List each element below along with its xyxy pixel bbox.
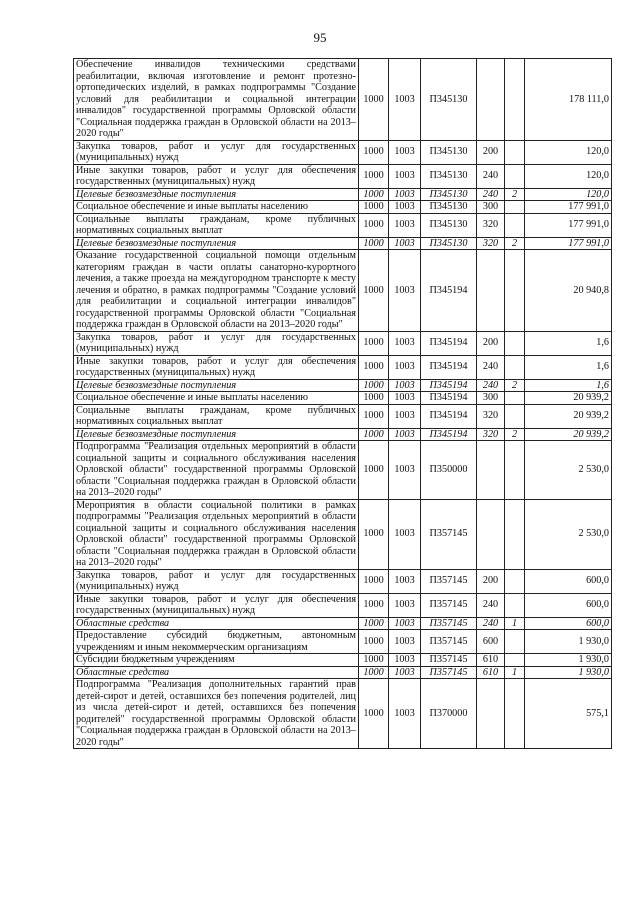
table-row [74, 59, 612, 141]
table-row [74, 630, 612, 654]
expense-type-code [477, 499, 505, 569]
expense-type-code: 300 [477, 392, 505, 405]
subsection-code: 1003 [389, 140, 421, 164]
funding-source-code: 2 [505, 428, 525, 441]
table-row [74, 617, 612, 630]
row-name: Мероприятия в области социальной политики в рамках подпрограммы "Реализация отдельных мероприятий в области социальной защиты и социального обслуживания населения Орловской области" государственной программы Орловской области "Социальная поддержка граждан в Орловской области на 2013–2020 годы" [74, 499, 359, 569]
expense-type-code: 200 [477, 140, 505, 164]
subsection-code: 1003 [389, 654, 421, 667]
section-code: 1000 [359, 499, 389, 569]
row-name: Предоставление субсидий бюджетным, автономным учреждениям и иным некоммерческим организациям [74, 630, 359, 654]
row-name: Субсидии бюджетным учреждениям [74, 654, 359, 667]
target-article-code: П357145 [421, 654, 477, 667]
funding-source-code: 2 [505, 188, 525, 201]
funding-source-code [505, 213, 525, 237]
funding-source-code [505, 404, 525, 428]
section-code: 1000 [359, 188, 389, 201]
subsection-code: 1003 [389, 441, 421, 500]
subsection-code: 1003 [389, 428, 421, 441]
target-article-code: П345194 [421, 331, 477, 355]
row-name: Подпрограмма "Реализация дополнительных гарантий прав детей-сирот и детей, оставшихся без попечения родителей, лиц из числа детей-сирот и детей, оставшихся без попечения родителей" государственной программы Орловской области "Социальная поддержка граждан в Орловской области на 2013–2020 годы" [74, 679, 359, 749]
subsection-code: 1003 [389, 617, 421, 630]
section-code: 1000 [359, 404, 389, 428]
section-code: 1000 [359, 630, 389, 654]
subsection-code: 1003 [389, 331, 421, 355]
section-code: 1000 [359, 59, 389, 141]
amount: 177 991,0 [525, 237, 612, 250]
subsection-code: 1003 [389, 392, 421, 405]
subsection-code: 1003 [389, 59, 421, 141]
funding-source-code [505, 201, 525, 214]
target-article-code: П345130 [421, 237, 477, 250]
amount: 2 530,0 [525, 499, 612, 569]
amount: 177 991,0 [525, 201, 612, 214]
expense-type-code: 320 [477, 213, 505, 237]
expense-type-code: 240 [477, 355, 505, 379]
subsection-code: 1003 [389, 237, 421, 250]
amount: 120,0 [525, 164, 612, 188]
table-row [74, 666, 612, 679]
table-row [74, 164, 612, 188]
funding-source-code [505, 140, 525, 164]
funding-source-code [505, 164, 525, 188]
table-row [74, 331, 612, 355]
section-code: 1000 [359, 441, 389, 500]
table-row [74, 237, 612, 250]
table-row [74, 392, 612, 405]
section-code: 1000 [359, 569, 389, 593]
expense-type-code: 600 [477, 630, 505, 654]
amount: 20 939,2 [525, 404, 612, 428]
row-name: Целевые безвозмездные поступления [74, 237, 359, 250]
section-code: 1000 [359, 201, 389, 214]
funding-source-code [505, 679, 525, 749]
row-name: Иные закупки товаров, работ и услуг для обеспечения государственных (муниципальных) нужд [74, 355, 359, 379]
table-row [74, 188, 612, 201]
expense-type-code: 320 [477, 428, 505, 441]
row-name: Целевые безвозмездные поступления [74, 188, 359, 201]
target-article-code: П345130 [421, 140, 477, 164]
amount: 178 111,0 [525, 59, 612, 141]
expense-type-code: 240 [477, 164, 505, 188]
expense-type-code [477, 441, 505, 500]
target-article-code: П345130 [421, 164, 477, 188]
amount: 1,6 [525, 355, 612, 379]
section-code: 1000 [359, 331, 389, 355]
row-name: Социальные выплаты гражданам, кроме публичных нормативных социальных выплат [74, 404, 359, 428]
funding-source-code [505, 654, 525, 667]
table-row [74, 679, 612, 749]
funding-source-code: 2 [505, 237, 525, 250]
target-article-code: П370000 [421, 679, 477, 749]
row-name: Оказание государственной социальной помощи отдельным категориям граждан в части оплаты санаторно-курортного лечения, а также проезда на междугородном транспорте к месту лечения и обратно, в рамках подпрограммы "Создание условий для реабилитации и социальной интеграции инвалидов" государственной программы Орловской области "Социальная поддержка граждан в Орловской области на 2013–2020 годы" [74, 250, 359, 332]
subsection-code: 1003 [389, 250, 421, 332]
funding-source-code: 1 [505, 617, 525, 630]
row-name: Обеспечение инвалидов техническими средствами реабилитации, включая изготовление и ремонт протезно-ортопедических изделий, в рамках подпрограммы "Создание условий для реабилитации и социальной интеграции инвалидов" государственной программы Орловской области "Социальная поддержка граждан в Орловской области на 2013–2020 годы" [74, 59, 359, 141]
budget-table [73, 58, 612, 749]
subsection-code: 1003 [389, 666, 421, 679]
subsection-code: 1003 [389, 164, 421, 188]
expense-type-code: 320 [477, 237, 505, 250]
section-code: 1000 [359, 392, 389, 405]
funding-source-code [505, 630, 525, 654]
section-code: 1000 [359, 593, 389, 617]
expense-type-code: 240 [477, 593, 505, 617]
table-row [74, 140, 612, 164]
page-number: 95 [313, 30, 327, 45]
subsection-code: 1003 [389, 679, 421, 749]
row-name: Закупка товаров, работ и услуг для государственных (муниципальных) нужд [74, 331, 359, 355]
section-code: 1000 [359, 428, 389, 441]
table-row [74, 654, 612, 667]
target-article-code: П357145 [421, 666, 477, 679]
amount: 177 991,0 [525, 213, 612, 237]
expense-type-code: 240 [477, 188, 505, 201]
row-name: Закупка товаров, работ и услуг для государственных (муниципальных) нужд [74, 140, 359, 164]
target-article-code: П357145 [421, 569, 477, 593]
section-code: 1000 [359, 654, 389, 667]
amount: 1,6 [525, 379, 612, 392]
table-row [74, 593, 612, 617]
amount: 600,0 [525, 617, 612, 630]
table-row [74, 441, 612, 500]
row-name: Закупка товаров, работ и услуг для государственных (муниципальных) нужд [74, 569, 359, 593]
amount: 20 939,2 [525, 428, 612, 441]
section-code: 1000 [359, 379, 389, 392]
target-article-code: П345130 [421, 213, 477, 237]
subsection-code: 1003 [389, 201, 421, 214]
expense-type-code [477, 250, 505, 332]
amount: 600,0 [525, 593, 612, 617]
subsection-code: 1003 [389, 355, 421, 379]
target-article-code: П345130 [421, 188, 477, 201]
expense-type-code: 240 [477, 379, 505, 392]
amount: 20 940,8 [525, 250, 612, 332]
table-row [74, 379, 612, 392]
row-name: Областные средства [74, 666, 359, 679]
table-row [74, 404, 612, 428]
amount: 1,6 [525, 331, 612, 355]
funding-source-code: 2 [505, 379, 525, 392]
row-name: Целевые безвозмездные поступления [74, 379, 359, 392]
amount: 20 939,2 [525, 392, 612, 405]
amount: 575,1 [525, 679, 612, 749]
table-row [74, 250, 612, 332]
section-code: 1000 [359, 213, 389, 237]
funding-source-code [505, 569, 525, 593]
subsection-code: 1003 [389, 569, 421, 593]
budget-table-body [74, 59, 612, 749]
table-row [74, 201, 612, 214]
row-name: Подпрограмма "Реализация отдельных мероприятий в области социальной защиты и социального обслуживания населения Орловской области" государственной программы Орловской области "Социальная поддержка граждан в Орловской области на 2013–2020 годы" [74, 441, 359, 500]
expense-type-code: 300 [477, 201, 505, 214]
funding-source-code [505, 355, 525, 379]
section-code: 1000 [359, 250, 389, 332]
target-article-code: П345194 [421, 428, 477, 441]
funding-source-code [505, 441, 525, 500]
expense-type-code: 240 [477, 617, 505, 630]
section-code: 1000 [359, 140, 389, 164]
target-article-code: П357145 [421, 617, 477, 630]
funding-source-code [505, 499, 525, 569]
target-article-code: П345194 [421, 404, 477, 428]
table-row [74, 428, 612, 441]
amount: 1 930,0 [525, 630, 612, 654]
subsection-code: 1003 [389, 188, 421, 201]
row-name: Иные закупки товаров, работ и услуг для обеспечения государственных (муниципальных) нужд [74, 593, 359, 617]
amount: 1 930,0 [525, 654, 612, 667]
funding-source-code [505, 59, 525, 141]
table-row [74, 569, 612, 593]
row-name: Областные средства [74, 617, 359, 630]
table-row [74, 499, 612, 569]
target-article-code: П345194 [421, 379, 477, 392]
amount: 600,0 [525, 569, 612, 593]
target-article-code: П350000 [421, 441, 477, 500]
amount: 120,0 [525, 188, 612, 201]
subsection-code: 1003 [389, 630, 421, 654]
expense-type-code [477, 679, 505, 749]
section-code: 1000 [359, 355, 389, 379]
section-code: 1000 [359, 164, 389, 188]
expense-type-code: 200 [477, 569, 505, 593]
row-name: Иные закупки товаров, работ и услуг для обеспечения государственных (муниципальных) нужд [74, 164, 359, 188]
target-article-code: П357145 [421, 630, 477, 654]
target-article-code: П357145 [421, 499, 477, 569]
subsection-code: 1003 [389, 499, 421, 569]
amount: 120,0 [525, 140, 612, 164]
expense-type-code: 200 [477, 331, 505, 355]
section-code: 1000 [359, 617, 389, 630]
target-article-code: П345194 [421, 392, 477, 405]
row-name: Целевые безвозмездные поступления [74, 428, 359, 441]
expense-type-code [477, 59, 505, 141]
row-name: Социальное обеспечение и иные выплаты населению [74, 392, 359, 405]
row-name: Социальное обеспечение и иные выплаты населению [74, 201, 359, 214]
row-name: Социальные выплаты гражданам, кроме публичных нормативных социальных выплат [74, 213, 359, 237]
target-article-code: П357145 [421, 593, 477, 617]
target-article-code: П345130 [421, 59, 477, 141]
expense-type-code: 610 [477, 666, 505, 679]
target-article-code: П345130 [421, 201, 477, 214]
expense-type-code: 610 [477, 654, 505, 667]
section-code: 1000 [359, 679, 389, 749]
table-row [74, 213, 612, 237]
funding-source-code [505, 593, 525, 617]
table-row [74, 355, 612, 379]
target-article-code: П345194 [421, 250, 477, 332]
amount: 2 530,0 [525, 441, 612, 500]
expense-type-code: 320 [477, 404, 505, 428]
section-code: 1000 [359, 666, 389, 679]
target-article-code: П345194 [421, 355, 477, 379]
subsection-code: 1003 [389, 213, 421, 237]
subsection-code: 1003 [389, 593, 421, 617]
amount: 1 930,0 [525, 666, 612, 679]
funding-source-code [505, 250, 525, 332]
funding-source-code [505, 392, 525, 405]
section-code: 1000 [359, 237, 389, 250]
funding-source-code: 1 [505, 666, 525, 679]
subsection-code: 1003 [389, 379, 421, 392]
subsection-code: 1003 [389, 404, 421, 428]
funding-source-code [505, 331, 525, 355]
